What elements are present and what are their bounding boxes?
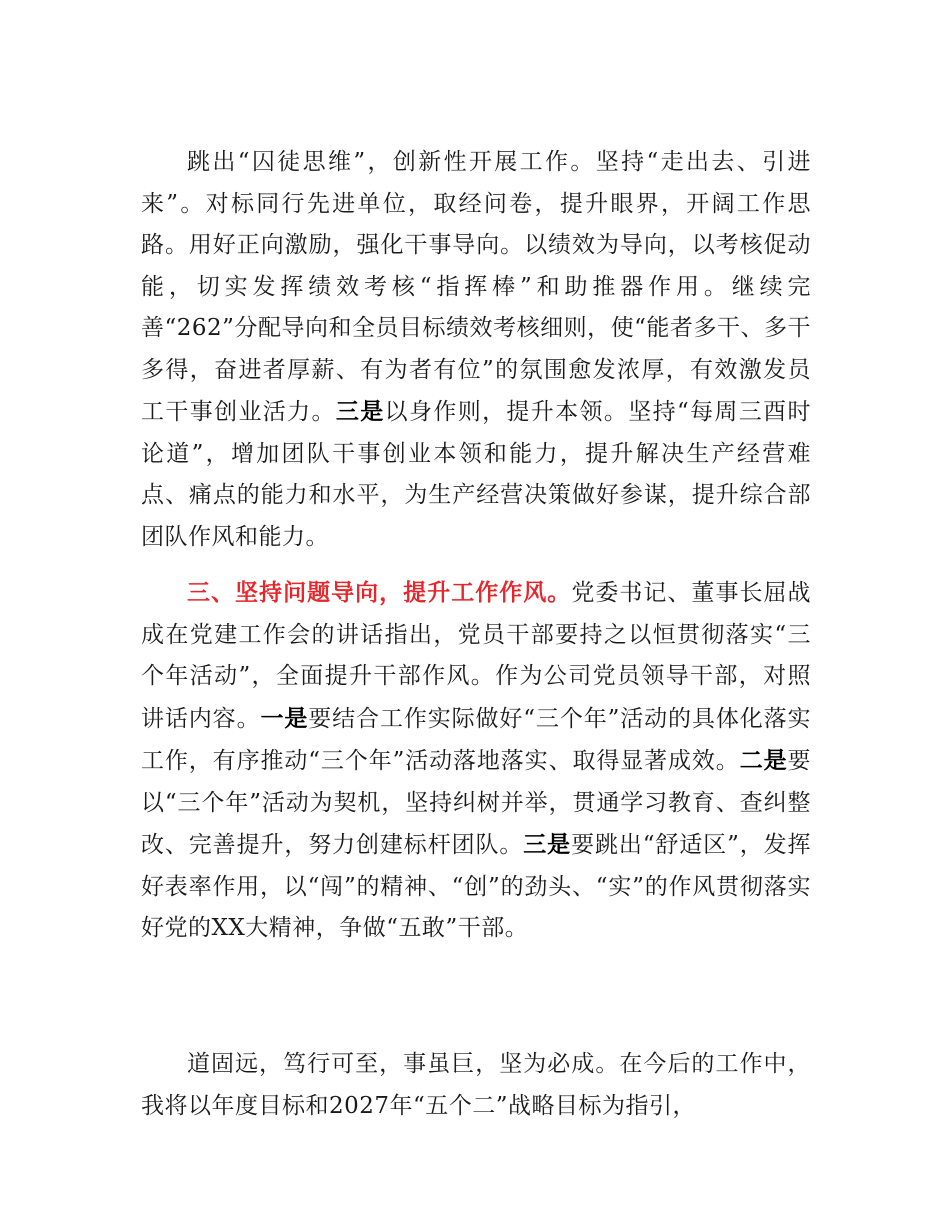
bold-label-third: 三是 [335, 398, 385, 425]
paragraph-text: 以身作则，提升本领。坚持“每周三酉时论道”，增加团队干事创业本领和能力，提升解决生产经营难点、痛点的能力和水平，为生产经营决策做好参谋，提升综合部团队作风和能力。 [141, 399, 812, 550]
paragraph-closing [141, 1044, 811, 1127]
bold-label-first: 一是 [260, 704, 309, 732]
paragraph-text: 要结合工作实际做好“三个年”活动的具体化落实工作，有序推动“三个年”活动落地落实、取得显著成效。 [141, 705, 812, 774]
bold-label-second: 二是 [739, 747, 788, 774]
paragraph-performance [141, 142, 811, 558]
paragraph-text: 道固远，笃行可至，事虽巨，坚为必成。在今后的工作中，我将以年度目标和2027年“五个二”战略目标为指引， [141, 1051, 811, 1119]
section-heading: 三、坚持问题导向，提升工作作风。 [187, 579, 572, 606]
bold-label-third: 三是 [523, 831, 572, 858]
paragraph-text: 要以“三个年”活动为契机，坚持纠树并举，贯通学习教育、查纠整改、完善提升，努力创建标杆团队。 [141, 748, 811, 858]
paragraph-problem-orientation [141, 572, 811, 950]
paragraph-text: 跳出“囚徒思维”，创新性开展工作。坚持“走出去、引进来”。对标同行先进单位，取经问卷，提升眼界，开阔工作思路。用好正向激励，强化干事导向。以绩效为导向，以考核促动能，切实发挥绩效考核“指挥棒”和助推器作用。继续完善“262”分配导向和全员目标绩效考核细则，使“能者多干、多干多得，奋进者厚薪、有为者有位”的氛围愈发浓厚，有效激发员工干事创业活力。 [141, 149, 811, 425]
paragraph-text: 党委书记、董事长屈战成在党建工作会的讲话指出，党员干部要持之以恒贯彻落实“三个年活动”，全面提升干部作风。作为公司党员领导干部，对照讲话内容。 [141, 580, 812, 732]
paragraph-text: 要跳出“舒适区”，发挥好表率作用，以“闯”的精神、“创”的劲头、“实”的作风贯彻落实好党的XX大精神，争做“五敢”干部。 [141, 832, 812, 941]
